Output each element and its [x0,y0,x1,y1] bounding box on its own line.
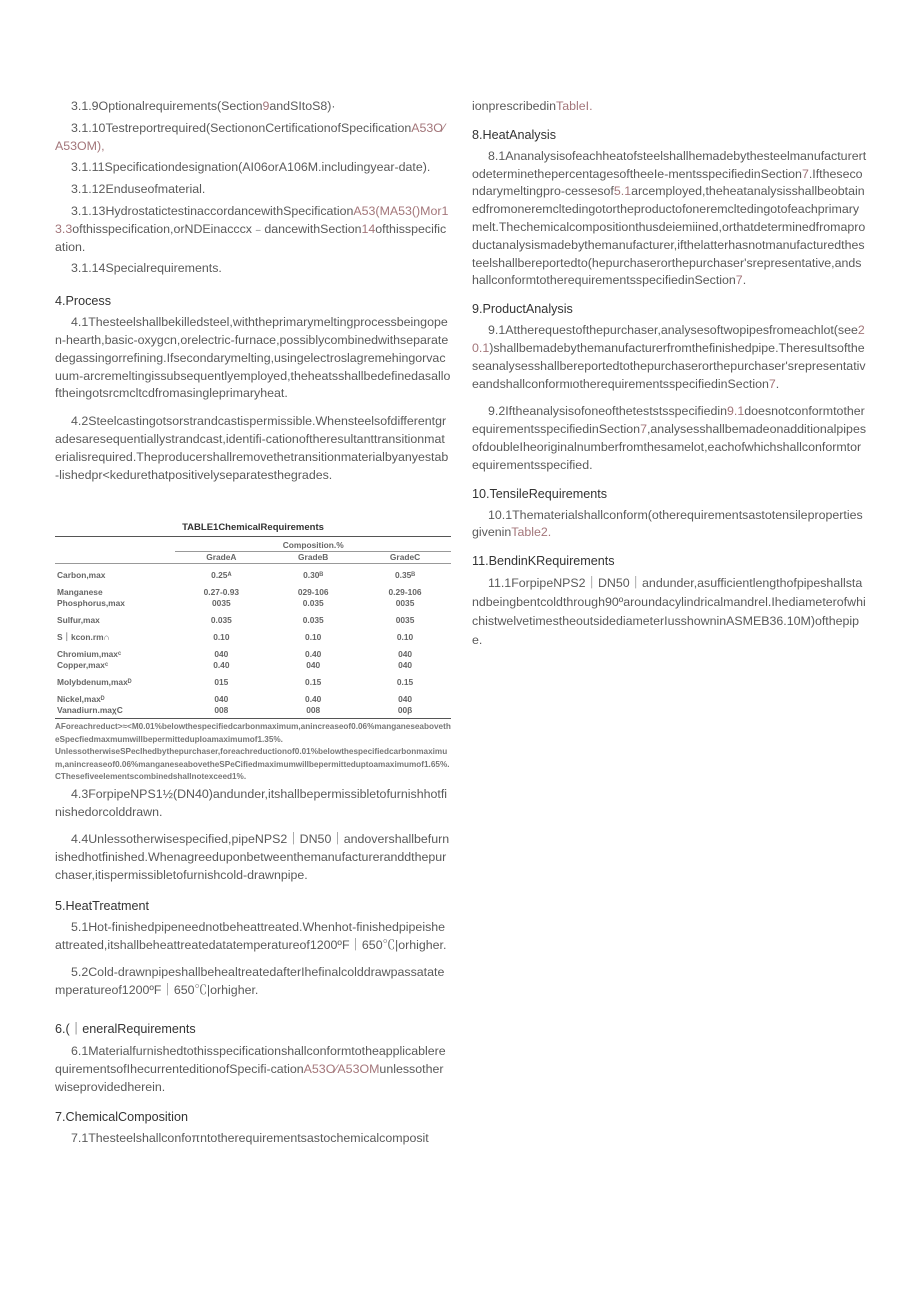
element-value: 0.40 [305,694,322,705]
element-value: 040 [214,694,229,705]
item-3-1-10: 3.1.10Testreportrequired(SectiononCertificationofSpecificationA53O⁄A53OM), [55,120,446,153]
heading-11-bending: 11.BendinKRequirements [472,554,615,569]
para-4-2: 4.2Steelcastingotsorstrandcastispermissible.Whensteelsofdifferentgradesaresequentiallystrandcast,identifi-cationoftheresultanttransitionmaterialisrequired.Theproducershallremovethetransitionmaterialbyanyestab-lishedpr<kedurethatpositivelyseparatesthegrades. [55,414,449,482]
left-column [55,98,451,1152]
section-9-1-link[interactable]: 9.1 [727,404,745,419]
element-value: 0.035 [210,615,232,626]
element-value: 00β [359,705,451,719]
table-body [55,537,451,719]
footnote-a: AForeachreduct>≈<M0.01%belowthespecifiedcarbonmaximum,anincreaseof0.06%manganeseabovetheSpecfiedmaxmumwillbepermittedupIoamaximumof1.35%. [55,722,451,744]
composition-header: Composition.% [175,537,451,552]
table-row [55,609,451,626]
table-row [55,581,451,598]
element-value: 0.30ᴮ [303,570,324,581]
element-value: 008 [175,705,267,719]
section-20-1-link[interactable]: 20.1 [472,323,865,355]
para-5-1: 5.1Hot-finishedpipeneednotbeheattreated.Whenhot-finishedpipeisheattreated,itshallbeheattreatedatatemperatureof1200ºF｜650℃|orhigher. [55,919,447,952]
element-value: 0.10 [213,632,230,643]
item-3-1-13: 3.1.13HydrostatictestinaccordancewithSpecificationA53(MA53()Mor13.3ofthisspecification,orNDEinacccx﹣dancewithSection14ofthisspecification. [55,203,449,254]
para-8-1: 8.1AnanalysisofeachheatofsteelshallhemadebythesteelmanufacturertodeterminethepercentagesoftheeIe-mentsspecifiedinSection7.Ifthesecondarymeltingpro-cessesof5.1arcemployed,theheatanalysisshallbeobtainedfromoneremcltedingotortheproductofoneremcltedingotofeachprimarymelt.Thechemicalcompositionthusdeiemiined,orthatdeterminedfromaproductanalysismadebythemanufacturer,ifthelatterhasnotmanufacturedthesteelshallbereportedto(hepurchaserorthepurchaser'srepresentative,andshallconformtotherequirementsspecifiedinSection7. [472,148,867,288]
table-row [55,660,451,671]
table-row [55,705,451,719]
table-row [55,688,451,705]
item-3-1-14: 3.1.14Specialrequirements. [71,261,222,276]
a53-section-13-3-link[interactable]: A53(MA53()Mor13.3 [55,203,449,236]
heading-6-general: 6.(｜eneralRequirements [55,1022,196,1037]
element-value: 015 [214,677,229,688]
section-14-link[interactable]: 14 [361,221,376,236]
section-7-link[interactable]: 7 [768,376,776,391]
table-row [55,564,451,582]
para-4-3: 4.3ForpipeNPS1½(DN40)andunder,itshallbepermissibletofurnishhotfinishedorcolddrawn. [55,786,448,819]
element-name: Molybdenum,maxᴰ [57,677,132,688]
footnote-c: CThesefiveelementscombinedshallnotexceed1%. [55,772,247,782]
element-name: Sulfur,max [57,615,100,626]
element-name: Nickel,maxᴰ [57,694,105,705]
para-11-1: 11.1ForpipeNPS2｜DN50｜andunder,asufficientlengthofpipeshallstandbeingbentcoldthrough90ºaroundacylindricalmandrel.IhediameterofwhichistwelvetimestheoutsidediameterIusshowninASMEB36.10M)ofthepipe. [472,576,866,648]
element-value: 0035 [212,598,231,609]
element-name: Chromium,maxᶜ [57,649,122,660]
element-value: 0.15 [396,677,414,688]
element-value: 0.035 [302,615,324,626]
element-name: Copper,maxᶜ [57,660,109,671]
element-value: 0.15 [305,677,322,688]
para-7-1-cont: ionprescribedinTableI. [472,99,593,113]
grade-header: GradeB [267,552,359,564]
section-7-link[interactable]: 7 [801,166,809,181]
element-value: 0.27-0.93 [203,587,240,598]
element-value: 008 [267,705,359,719]
table-row [55,671,451,688]
heading-5-heat-treatment: 5.HeatTreatment [55,898,150,913]
element-value: 0.29-106 [388,587,422,598]
element-name: Vanadiurn.maχC [55,705,175,719]
element-value: 0.035 [302,598,324,609]
heading-10-tensile: 10.TensileRequirements [472,486,608,501]
table-row [55,643,451,660]
item-3-1-12: 3.1.12Enduseofmaterial. [71,182,206,197]
table-row [55,598,451,609]
element-value: 0.10 [305,632,322,643]
para-4-4: 4.4Unlessotherwisespecified,pipeNPS2｜DN50｜andovershallbefurnishedhotfinished.Whenagreeduponbetweenthemanufactureranddthepurchaser,itispermissibletofurnishcold-drawnpipe. [55,832,450,883]
heading-8-heat-analysis: 8.HeatAnalysis [472,127,556,142]
element-value: 040 [214,649,229,660]
para-4-1: 4.1Thesteelshallbekilledsteel,withtheprimarymeltingprocessbeingopen-hearth,basic-oxygcn,orelectric-furnace,possiblycombinedwithseparatedegassingorrefining.Ifsecondarymelting,usingelectroslagremehingorvacuum-arcremeltingissubsequentlyemployed,theheatsshallbedefinedasalloftheingotsrcmcltcdfromasingleprimaryheat. [55,315,451,401]
item-3-1-11: 3.1.11Specificationdesignation(AI06orA106M.includingyear-date). [71,160,431,175]
table-1-link[interactable]: TableI. [556,99,593,113]
element-value: 029-106 [297,587,329,598]
element-value: 040 [398,660,413,671]
para-6-1: 6.1MaterialfurnishedtothisspecificationshallconformtotheapplicablerequirementsofIhecurrenteditionofSpecifi-cationA53O⁄A53OMunlessotherwiseprovidedherein. [55,1044,446,1094]
element-name: Phosphorus,max [57,598,125,609]
element-value: 0.40 [305,649,322,660]
para-9-1: 9.1Attherequestofthepurchaser,analysesoftwopipesfromeachlot(see20.1)shallbemadebythemanufacturerfromthefinishedpipe.TheresuItsoftheseanalysesshallbereportedtothepurchaserorthepurchaser'srepresentativeandshallconformιotherequirementsspecifiedinSection7. [472,323,866,391]
a53-link[interactable]: A53O⁄A53OM [303,1061,380,1076]
right-column [472,98,868,654]
table-title: TABLE1ChemicalRequirements [55,522,451,537]
section-5-1-link[interactable]: 5.1 [613,184,632,199]
element-value: 0.40 [213,660,230,671]
para-9-2: 9.2Iftheanalysisofoneoftheteststsspecifiedin9.1doesnotconformtotherequirementsspecifiedinSection7,analysesshallbemadeonadditionalpipesofdoubleIheoriginalnumberfromthesamelot,eachofwhichshallconformtorequirementsspecified. [472,404,867,472]
element-value: 040 [398,649,413,660]
table-2-link[interactable]: Table2. [511,525,552,540]
element-value: 0035 [395,615,415,626]
item-3-1-9: 3.1.9Optionalrequirements(Section9andSItoS8)· [71,99,336,113]
grade-header: GradeA [175,552,267,564]
heading-7-chemical: 7.ChemicalComposition [55,1110,188,1125]
element-value: 0035 [395,598,415,609]
element-name: Manganese [57,587,103,598]
a53-link[interactable]: A53O⁄A53OM), [55,120,446,153]
element-value: 040 [306,660,321,671]
element-value: 0.25ᴬ [211,570,232,581]
para-5-2: 5.2Cold-drawnpipeshallbehealtreatedafterIhefinalcolddrawpassatatemperatureof1200ºF｜650℃|orhigher. [55,965,445,998]
heading-9-product-analysis: 9.ProductAnalysis [472,302,573,317]
para-10-1: 10.1Thematerialshallconform(otherequirementsastotensilepropertiesgiveninTable2. [472,507,863,540]
grade-header: GradeC [359,552,451,564]
table-row [55,626,451,643]
element-name: Carbon,max [57,570,106,581]
element-value: 0.10 [396,632,414,643]
para-7-1: 7.1Thesteelshallconfoπntotherequirementsastochemicalcomposit [71,1131,429,1146]
section-9-link[interactable]: 9 [262,99,270,113]
element-value: 040 [398,694,413,705]
element-value: 0.35ᴮ [395,570,416,581]
element-name: S｜kcon.rm∩ [57,632,110,643]
section-7-link[interactable]: 7 [640,422,647,437]
chemical-requirements-table [55,522,451,784]
section-7-link[interactable]: 7 [735,273,743,288]
heading-4-process: 4.Process [55,294,111,309]
footnote-b: UnlessotherwiseSPecIhedbythepurchaser,foreachreductionof0.01%belowthespecifiedcarbonmaximum,anincreaseof0.06%manganeseabovetheSPeCifiedmaximumwillbepermitteduptoamaximumof1.65%. [55,747,450,769]
